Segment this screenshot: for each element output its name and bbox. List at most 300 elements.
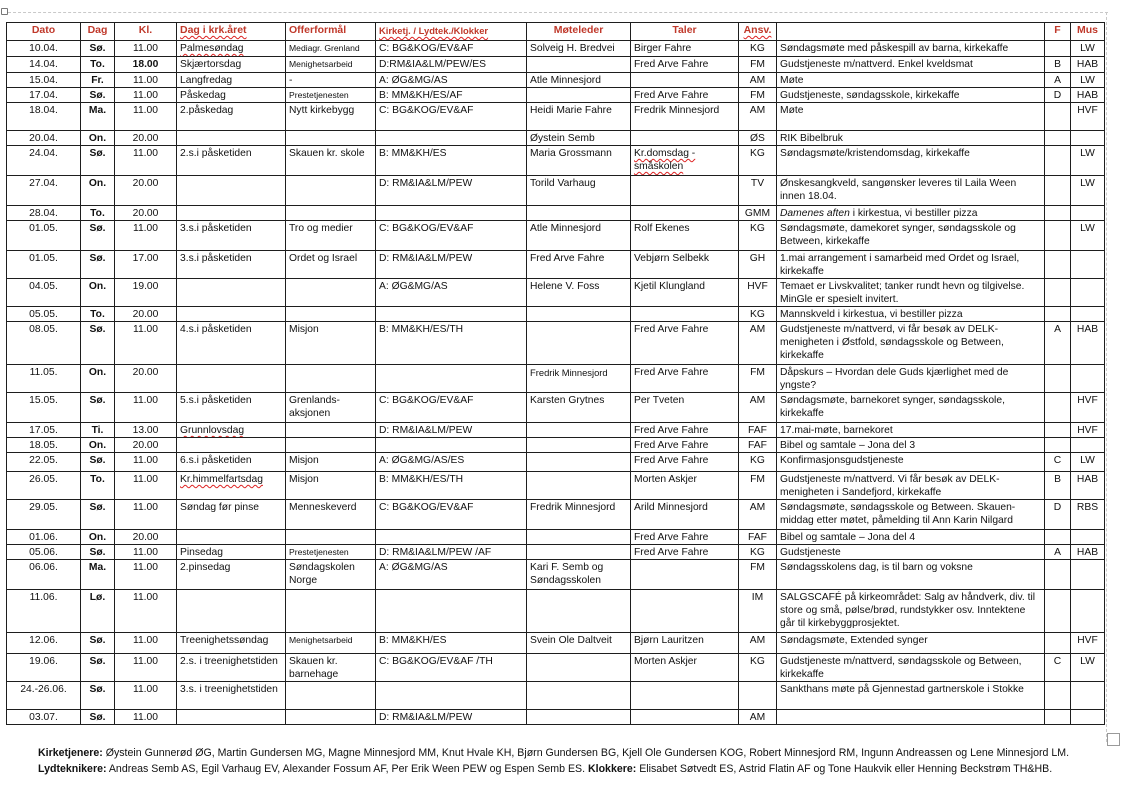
cell-beskrivelse-text: Søndagsmøte, Extended synger (780, 635, 928, 646)
cell-kl: 11.00 (115, 221, 177, 251)
table-row (7, 176, 1105, 206)
cell-ansv: KG (739, 146, 777, 176)
cell-kl: 20.00 (115, 530, 177, 545)
cell-dag: To. (81, 307, 115, 322)
header-moteleder: Møteleder (527, 23, 631, 41)
cell-dag-i-kirkeaaret: 3.s.i påsketiden (177, 251, 286, 279)
cell-mus: HAB (1071, 57, 1105, 73)
cell-offerformaal (286, 590, 376, 633)
cell-ansv: HVF (739, 279, 777, 307)
cell-beskrivelse (777, 251, 1045, 279)
cell-moteleder (527, 88, 631, 103)
cell-dag: On. (81, 365, 115, 393)
cell-f (1045, 206, 1071, 221)
cell-taler: Arild Minnesjord (631, 500, 739, 530)
cell-beskrivelse-text: Søndagsmøte, damekoret synger, søndagsskole og Between, kirkekaffe (780, 223, 1016, 247)
cell-beskrivelse (777, 530, 1045, 545)
cell-kl: 11.00 (115, 146, 177, 176)
cell-dag-i-kirkeaaret (177, 438, 286, 453)
table-row (7, 710, 1105, 725)
table-row (7, 57, 1105, 73)
table-row (7, 472, 1105, 500)
cell-moteleder (527, 682, 631, 710)
cell-taler: Fred Arve Fahre (631, 365, 739, 393)
cell-kirketjenere: C: BG&KOG/EV&AF (376, 393, 527, 423)
cell-offerformaal: Ordet og Israel (286, 251, 376, 279)
cell-mus: LW (1071, 453, 1105, 472)
cell-f: D (1045, 88, 1071, 103)
cell-dato: 01.06. (7, 530, 81, 545)
cell-dato: 19.06. (7, 654, 81, 682)
cell-f (1045, 710, 1071, 725)
cell-beskrivelse (777, 103, 1045, 131)
footer-lydteknikere-text: Andreas Semb AS, Egil Varhaug EV, Alexander Fossum AF, Per Erik Ween PEW og Espen Semb ES. (106, 763, 588, 775)
cell-taler: Birger Fahre (631, 41, 739, 57)
cell-offerformaal: Menneskeverd (286, 500, 376, 530)
cell-dato: 10.04. (7, 41, 81, 57)
table-row (7, 393, 1105, 423)
cell-f (1045, 560, 1071, 590)
cell-beskrivelse (777, 654, 1045, 682)
cell-dato: 01.05. (7, 251, 81, 279)
cell-beskrivelse (777, 500, 1045, 530)
cell-kl: 11.00 (115, 73, 177, 88)
cell-ansv: AM (739, 633, 777, 654)
cell-dag: Sø. (81, 322, 115, 365)
cell-taler (631, 682, 739, 710)
cell-f (1045, 131, 1071, 146)
cell-dag-i-kirkeaaret (177, 472, 286, 500)
cell-kirketjenere (376, 206, 527, 221)
cell-kl: 11.00 (115, 545, 177, 560)
cell-beskrivelse-text: Sankthans møte på Gjennestad gartnerskole i Stokke (780, 684, 1024, 695)
cell-beskrivelse-text: Temaet er Livskvalitet; tanker rundt hevn og tilgivelse. MinGle er spesielt invitert. (780, 281, 1025, 305)
cell-beskrivelse-text: Gudstjeneste, søndagsskole, kirkekaffe (780, 90, 960, 101)
cell-mus: HVF (1071, 633, 1105, 654)
cell-dag: Fr. (81, 73, 115, 88)
cell-kirketjenere: D:RM&IA&LM/PEW/ES (376, 57, 527, 73)
cell-dag: Sø. (81, 146, 115, 176)
footer-klokkere-text: Elisabet Søtvedt ES, Astrid Flatin AF og Tone Haukvik eller Henning Beckstrøm TH&HB. (636, 763, 1053, 775)
schedule-rows (7, 41, 1105, 725)
cell-kl: 11.00 (115, 393, 177, 423)
cell-beskrivelse-text: Ønskesangkveld, sangønsker leveres til Laila Ween innen 18.04. (780, 178, 1017, 202)
cell-beskrivelse-text: Gudstjeneste m/nattverd. Enkel kveldsmat (780, 59, 973, 70)
cell-taler: Morten Askjer (631, 654, 739, 682)
cell-moteleder: Fredrik Minnesjord (527, 500, 631, 530)
cell-dag-i-kirkeaaret (177, 710, 286, 725)
table-row (7, 103, 1105, 131)
cell-dato: 27.04. (7, 176, 81, 206)
table-resize-handle[interactable] (1107, 733, 1120, 746)
cell-dag: To. (81, 206, 115, 221)
cell-moteleder: Torild Varhaug (527, 176, 631, 206)
cell-ansv: AM (739, 500, 777, 530)
cell-kirketjenere: C: BG&KOG/EV&AF (376, 500, 527, 530)
cell-dag: Sø. (81, 500, 115, 530)
table-row (7, 131, 1105, 146)
cell-moteleder: Helene V. Foss (527, 279, 631, 307)
cell-kl: 13.00 (115, 423, 177, 438)
cell-beskrivelse (777, 176, 1045, 206)
cell-beskrivelse-text: Søndagsmøte, søndagsskole og Between. Skauen-middag etter møtet, påmelding til Ann Karin Nilgard (780, 502, 1016, 526)
cell-dag: Ma. (81, 103, 115, 131)
cell-dag: On. (81, 176, 115, 206)
table-row (7, 307, 1105, 322)
cell-kirketjenere (376, 682, 527, 710)
cell-dato: 29.05. (7, 500, 81, 530)
cell-kirketjenere: B: MM&KH/ES/AF (376, 88, 527, 103)
cell-mus (1071, 682, 1105, 710)
cell-taler (631, 590, 739, 633)
cell-mus (1071, 307, 1105, 322)
cell-dag-i-kirkeaaret (177, 41, 286, 57)
cell-dag-i-kirkeaaret: 6.s.i påsketiden (177, 453, 286, 472)
cell-offerformaal: Nytt kirkebygg (286, 103, 376, 131)
cell-dag: Sø. (81, 453, 115, 472)
table-row (7, 530, 1105, 545)
cell-moteleder (527, 57, 631, 73)
cell-kl: 20.00 (115, 206, 177, 221)
cell-taler: Fred Arve Fahre (631, 57, 739, 73)
cell-mus (1071, 530, 1105, 545)
table-row (7, 423, 1105, 438)
cell-kl: 20.00 (115, 438, 177, 453)
cell-dag: On. (81, 279, 115, 307)
cell-beskrivelse (777, 365, 1045, 393)
cell-dato: 24.04. (7, 146, 81, 176)
cell-kirketjenere: A: ØG&MG/AS (376, 73, 527, 88)
cell-ansv: FM (739, 57, 777, 73)
cell-mus: HAB (1071, 545, 1105, 560)
cell-f (1045, 307, 1071, 322)
cell-kirketjenere: D: RM&IA&LM/PEW (376, 423, 527, 438)
cell-moteleder (527, 545, 631, 560)
table-row (7, 206, 1105, 221)
cell-kirketjenere: D: RM&IA&LM/PEW /AF (376, 545, 527, 560)
cell-ansv: IM (739, 590, 777, 633)
cell-dato: 18.05. (7, 438, 81, 453)
cell-offerformaal (286, 176, 376, 206)
header-dato: Dato (7, 23, 81, 41)
table-row (7, 322, 1105, 365)
cell-ansv: ØS (739, 131, 777, 146)
cell-f (1045, 393, 1071, 423)
cell-dag: On. (81, 530, 115, 545)
cell-mus: HVF (1071, 423, 1105, 438)
cell-moteleder: Atle Minnesjord (527, 73, 631, 88)
cell-taler (631, 73, 739, 88)
cell-ansv: KG (739, 545, 777, 560)
header-dag-i-kirkeaaret-text: Dag i krk.året (180, 24, 247, 36)
table-row (7, 279, 1105, 307)
cell-dato: 24.-26.06. (7, 682, 81, 710)
cell-taler: Fred Arve Fahre (631, 88, 739, 103)
cell-kl: 11.00 (115, 453, 177, 472)
cell-dato: 20.04. (7, 131, 81, 146)
margin-guide-right (1106, 12, 1107, 742)
cell-beskrivelse-text: Søndagsskolens dag, is til barn og voksne (780, 562, 973, 573)
cell-mus: LW (1071, 176, 1105, 206)
cell-beskrivelse-text: Søndagsmøte/kristendomsdag, kirkekaffe (780, 148, 970, 159)
cell-kl: 11.00 (115, 103, 177, 131)
cell-moteleder (527, 590, 631, 633)
cell-dag-i-kirkeaaret: Påskedag (177, 88, 286, 103)
cell-kl: 17.00 (115, 251, 177, 279)
cell-kirketjenere: C: BG&KOG/EV&AF (376, 41, 527, 57)
table-row (7, 654, 1105, 682)
header-f: F (1045, 23, 1071, 41)
cell-dag-i-kirkeaaret (177, 530, 286, 545)
cell-f (1045, 103, 1071, 131)
cell-dag: Sø. (81, 545, 115, 560)
cell-mus: LW (1071, 221, 1105, 251)
cell-ansv: AM (739, 393, 777, 423)
cell-kl: 18.00 (115, 57, 177, 73)
cell-beskrivelse (777, 393, 1045, 423)
footer-lydteknikere-label: Lydteknikere: (38, 763, 107, 775)
cell-taler: Bjørn Lauritzen (631, 633, 739, 654)
cell-beskrivelse-text: Søndagsmøte, barnekoret synger, søndagsskole, kirkekaffe (780, 395, 1005, 419)
cell-kirketjenere (376, 590, 527, 633)
table-row (7, 146, 1105, 176)
cell-mus: LW (1071, 41, 1105, 57)
cell-ansv: KG (739, 307, 777, 322)
cell-beskrivelse (777, 453, 1045, 472)
cell-f (1045, 682, 1071, 710)
cell-dag-i-kirkeaaret: 2.s. i treenighetstiden (177, 654, 286, 682)
cell-beskrivelse (777, 221, 1045, 251)
cell-beskrivelse (777, 560, 1045, 590)
cell-kirketjenere: A: ØG&MG/AS (376, 279, 527, 307)
cell-dag: Sø. (81, 654, 115, 682)
cell-kl: 20.00 (115, 307, 177, 322)
cell-dato: 26.05. (7, 472, 81, 500)
cell-taler (631, 710, 739, 725)
cell-dag: Sø. (81, 633, 115, 654)
cell-moteleder: Maria Grossmann (527, 146, 631, 176)
cell-taler (631, 307, 739, 322)
cell-taler (631, 131, 739, 146)
cell-moteleder (527, 423, 631, 438)
cell-dag: To. (81, 472, 115, 500)
cell-ansv: AM (739, 710, 777, 725)
cell-dato: 06.06. (7, 560, 81, 590)
cell-mus (1071, 438, 1105, 453)
cell-ansv: TV (739, 176, 777, 206)
cell-beskrivelse-text: Gudstjeneste m/nattverd, søndagsskole og Between, kirkekaffe (780, 656, 1022, 680)
cell-kirketjenere (376, 365, 527, 393)
cell-moteleder (527, 322, 631, 365)
cell-kl: 11.00 (115, 41, 177, 57)
cell-ansv (739, 682, 777, 710)
cell-dato: 22.05. (7, 453, 81, 472)
cell-dag-i-kirkeaaret (177, 176, 286, 206)
footer-klokkere-label: Klokkere: (587, 763, 637, 775)
cell-mus: LW (1071, 654, 1105, 682)
cell-moteleder: Solveig H. Bredvei (527, 41, 631, 57)
cell-moteleder (527, 530, 631, 545)
cell-dag: On. (81, 438, 115, 453)
cell-moteleder (527, 438, 631, 453)
cell-offerformaal: Menighetsarbeid (286, 57, 376, 73)
cell-dag-i-kirkeaaret (177, 365, 286, 393)
cell-mus (1071, 710, 1105, 725)
cell-taler: Fred Arve Fahre (631, 423, 739, 438)
cell-dag-i-kirkeaaret (177, 590, 286, 633)
cell-beskrivelse-text: Bibel og samtale – Jona del 4 (780, 532, 916, 543)
cell-kl: 20.00 (115, 131, 177, 146)
cell-dag: Sø. (81, 41, 115, 57)
cell-offerformaal: - (286, 73, 376, 88)
cell-kl: 20.00 (115, 365, 177, 393)
cell-beskrivelse (777, 146, 1045, 176)
cell-f: D (1045, 500, 1071, 530)
cell-moteleder (527, 472, 631, 500)
cell-moteleder: Fredrik Minnesjord (527, 365, 631, 393)
cell-dag: Sø. (81, 251, 115, 279)
cell-kirketjenere: D: RM&IA&LM/PEW (376, 251, 527, 279)
cell-dag: To. (81, 57, 115, 73)
header-mus: Mus (1071, 23, 1105, 41)
cell-dato: 11.05. (7, 365, 81, 393)
cell-beskrivelse (777, 423, 1045, 438)
cell-dato: 15.05. (7, 393, 81, 423)
cell-ansv: KG (739, 221, 777, 251)
cell-beskrivelse (777, 545, 1045, 560)
cell-beskrivelse (777, 710, 1045, 725)
table-row (7, 365, 1105, 393)
cell-offerformaal (286, 682, 376, 710)
cell-f: A (1045, 322, 1071, 365)
cell-ansv: KG (739, 453, 777, 472)
cell-beskrivelse-italic: Damenes aften (780, 208, 850, 219)
cell-offerformaal (286, 279, 376, 307)
cell-mus (1071, 590, 1105, 633)
cell-beskrivelse (777, 73, 1045, 88)
cell-dato: 14.04. (7, 57, 81, 73)
cell-dag: On. (81, 131, 115, 146)
cell-dag-i-kirkeaaret: Treenighetssøndag (177, 633, 286, 654)
cell-taler: Fred Arve Fahre (631, 530, 739, 545)
cell-dag-i-kirkeaaret: 4.s.i påsketiden (177, 322, 286, 365)
cell-f: C (1045, 453, 1071, 472)
table-row (7, 560, 1105, 590)
cell-kl: 11.00 (115, 710, 177, 725)
cell-beskrivelse (777, 438, 1045, 453)
cell-ansv: FAF (739, 423, 777, 438)
cell-kirketjenere: D: RM&IA&LM/PEW (376, 710, 527, 725)
cell-f (1045, 251, 1071, 279)
cell-offerformaal: Skauen kr. barnehage (286, 654, 376, 682)
cell-ansv: GMM (739, 206, 777, 221)
cell-f (1045, 438, 1071, 453)
cell-taler (631, 560, 739, 590)
cell-mus: LW (1071, 73, 1105, 88)
cell-dag-i-kirkeaaret (177, 131, 286, 146)
cell-beskrivelse-text: RIK Bibelbruk (780, 133, 843, 144)
cell-kl: 20.00 (115, 176, 177, 206)
footer-kirketjenere-label: Kirketjenere: (38, 747, 103, 759)
cell-beskrivelse-text: Søndagsmøte med påskespill av barna, kirkekaffe (780, 43, 1009, 54)
cell-beskrivelse (777, 41, 1045, 57)
cell-beskrivelse (777, 590, 1045, 633)
cell-beskrivelse (777, 279, 1045, 307)
cell-kirketjenere: B: MM&KH/ES (376, 633, 527, 654)
cell-taler: Fred Arve Fahre (631, 453, 739, 472)
cell-beskrivelse (777, 307, 1045, 322)
cell-dag-i-kirkeaaret (177, 279, 286, 307)
table-row (7, 88, 1105, 103)
cell-dato: 01.05. (7, 221, 81, 251)
cell-dato: 05.05. (7, 307, 81, 322)
cell-mus: RBS (1071, 500, 1105, 530)
cell-beskrivelse-text: Mannskveld i kirkestua, vi bestiller pizza (780, 309, 963, 320)
cell-kirketjenere: A: ØG&MG/AS (376, 560, 527, 590)
cell-mus (1071, 279, 1105, 307)
cell-dag: Sø. (81, 221, 115, 251)
cell-mus (1071, 131, 1105, 146)
cell-beskrivelse (777, 131, 1045, 146)
table-move-handle[interactable] (1, 8, 8, 15)
cell-dag-i-kirkeaaret: 3.s.i påsketiden (177, 221, 286, 251)
cell-dato: 17.04. (7, 88, 81, 103)
margin-guide-top (8, 12, 1108, 13)
cell-dato: 12.06. (7, 633, 81, 654)
cell-dag: Sø. (81, 393, 115, 423)
cell-dag-i-kirkeaaret: 2.påskedag (177, 103, 286, 131)
cell-moteleder: Kari F. Semb og Søndagsskolen (527, 560, 631, 590)
table-header-row (7, 23, 1105, 41)
cell-beskrivelse-text: Gudstjeneste m/nattverd, vi får besøk av DELK-menigheten i Østfold, søndagsskole og Between, kirkekaffe (780, 324, 1004, 361)
cell-dag-i-kirkeaaret: Langfredag (177, 73, 286, 88)
table-row (7, 682, 1105, 710)
cell-beskrivelse-text: i kirkestua, vi bestiller pizza (849, 208, 978, 219)
cell-offerformaal (286, 365, 376, 393)
cell-beskrivelse (777, 322, 1045, 365)
cell-f (1045, 146, 1071, 176)
cell-moteleder: Øystein Semb (527, 131, 631, 146)
cell-dag-i-kirkeaaret: Søndag før pinse (177, 500, 286, 530)
footer-kirketjenere-text: Øystein Gunnerød ØG, Martin Gundersen MG, Magne Minnesjord MM, Knut Hvale KH, Bjørn Gundersen BG, Kjell Ole Gundersen KOG, Robert Minnesjord RM, Ingunn Andreassen og Lene Minnesjord LM. (102, 747, 1070, 759)
table-row (7, 41, 1105, 57)
cell-kirketjenere: C: BG&KOG/EV&AF (376, 221, 527, 251)
table-row (7, 251, 1105, 279)
cell-dag-i-kirkeaaret (177, 423, 286, 438)
cell-beskrivelse (777, 472, 1045, 500)
cell-taler: Morten Askjer (631, 472, 739, 500)
cell-dato: 18.04. (7, 103, 81, 131)
cell-offerformaal: Skauen kr. skole (286, 146, 376, 176)
cell-beskrivelse-text: Konfirmasjonsgudstjeneste (780, 455, 904, 466)
cell-beskrivelse (777, 88, 1045, 103)
cell-dato: 08.05. (7, 322, 81, 365)
cell-beskrivelse-text: Bibel og samtale – Jona del 3 (780, 440, 916, 451)
cell-dato: 04.05. (7, 279, 81, 307)
cell-offerformaal: Misjon (286, 322, 376, 365)
cell-moteleder (527, 453, 631, 472)
header-kl: Kl. (115, 23, 177, 41)
cell-beskrivelse-text: Møte (780, 105, 804, 116)
cell-f (1045, 423, 1071, 438)
cell-offerformaal (286, 423, 376, 438)
cell-f: B (1045, 57, 1071, 73)
cell-dag-i-kirkeaaret: 5.s.i påsketiden (177, 393, 286, 423)
cell-mus (1071, 365, 1105, 393)
cell-ansv: KG (739, 654, 777, 682)
cell-taler: Fredrik Minnesjord (631, 103, 739, 131)
cell-beskrivelse-text: 1.mai arrangement i samarbeid med Ordet og Israel, kirkekaffe (780, 253, 1020, 277)
